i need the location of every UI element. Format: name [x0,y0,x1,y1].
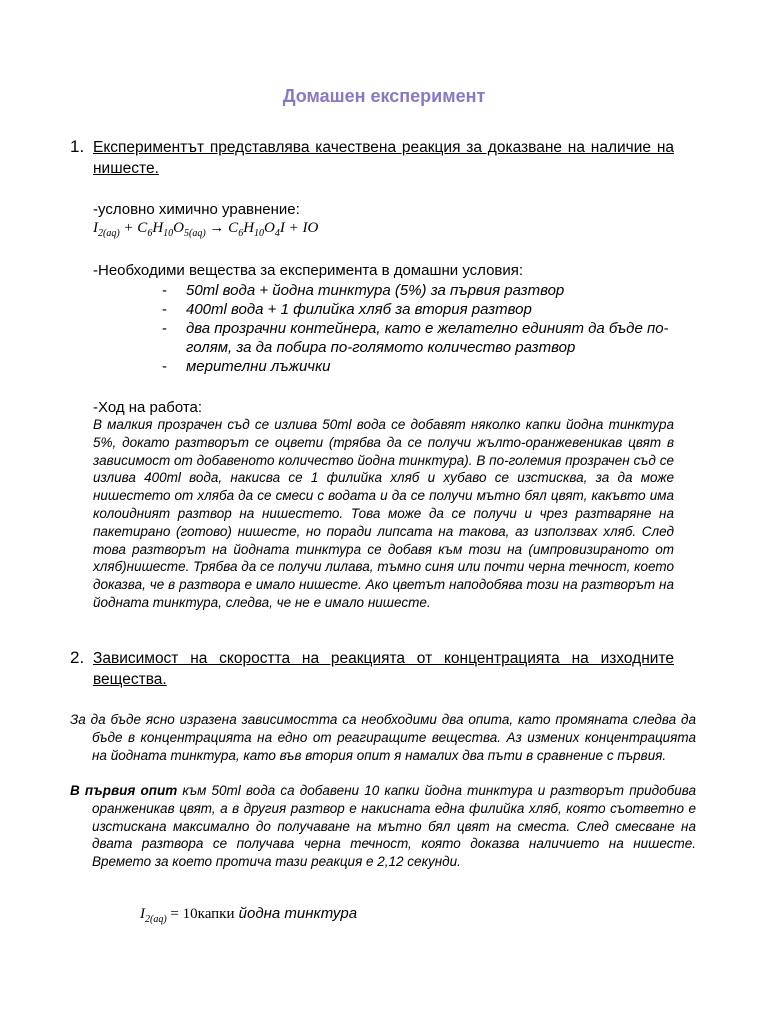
dash-bullet-icon: - [162,282,167,299]
chemical-equation: $I_{2(aq)} + C_6H_{10}O_{5(aq)} \to C_6H_{10}O_4I$ + IO [93,220,319,239]
materials-label: -Необходими вещества за експеримента в домашни условия: [93,262,524,279]
section-2-number: 2. [70,648,85,667]
equation-label: -условно химично уравнение: [93,201,300,218]
procedure-paragraph: В малкия прозрачен съд се излива 50ml вода се добавят няколко капки йодна тинктура 5%, докато разтворът се оцвети (трябва да се получи жълто-оранжевеникав цвят в зависимост от добавеното количество йодна тинктура). В по-големия прозрачен съд се излива 400ml вода, накисва се 1 филийка хляб и хубаво се изстисква, за да може нишестето от хляба да се смеси с водата и да се получи мътно бял цвят, какъвто има колоидният разтвор на нишестето. Това може да се получи и чрез разтваряне на пакетирано (готово) нишесте, но поради липсата на такова, аз използвах хляб. След това разтворът на йодната тинктура се добавя към този на (импровизираното от хляб)нишесте. Трябва да се получи лилава, тъмно синя или почти черна течност, което доказва, че в разтвора е имало нишесте. Ако цветът наподобява този на разтворът на йодната тинктура, следва, че не е имало нишесте. [93,417,674,610]
section-1-heading: Експериментът представлява качествена реакция за доказване на наличие на нишесте. [93,139,674,177]
section-2-intro: За да бъде ясно изразена зависимостта са необходими два опита, като промяната следва да бъде в концентрацията на едно от реагиращите вещества. Аз измених концентрацията на йодната тинктура, като във втория опит я намалих два пъти в сравнение с първия. [70,712,696,763]
first-experiment-paragraph: В първия опит към 50ml вода са добавени 10 капки йодна тинктура и разтворът придобива оранженикав цвят, а в другия разтвор е накисната една филийка хляб, която съответно е изстискана максимално до получаване на мътно бял цвят на сместа. След смесване на двата разтвора се получава черна течност, която доказва наличието на нишесте. Времето за което протича тази реакция е 2,12 секунди. [70,783,696,870]
section-1-number: 1. [70,137,85,156]
dash-bullet-icon: - [162,301,167,318]
procedure-label: -Ход на работа: [93,399,203,416]
materials-list [160,281,680,376]
dash-bullet-icon: - [162,358,167,375]
first-experiment-label: В първия опит [70,783,178,798]
document-title: Домашен експеримент [282,86,486,106]
iodine-formula: $I_{2(aq)}$ = 10капки йодна тинктура [140,905,358,925]
dash-bullet-icon: - [162,320,167,337]
list-item: - 400ml вода + 1 филийка хляб за втория разтвор [162,301,532,318]
list-item: - мерителни лъжички [162,358,331,375]
list-item: - 50ml вода + йодна тинктура (5%) за първия разтвор [162,282,565,299]
section-2-heading: Зависимост на скоростта на реакцията от концентрацията на изходните вещества. [93,650,674,688]
list-item: - два прозрачни контейнера, като е желателно единият да бъде по-голям, за да побира по-голямото количество разтвор [162,320,669,356]
